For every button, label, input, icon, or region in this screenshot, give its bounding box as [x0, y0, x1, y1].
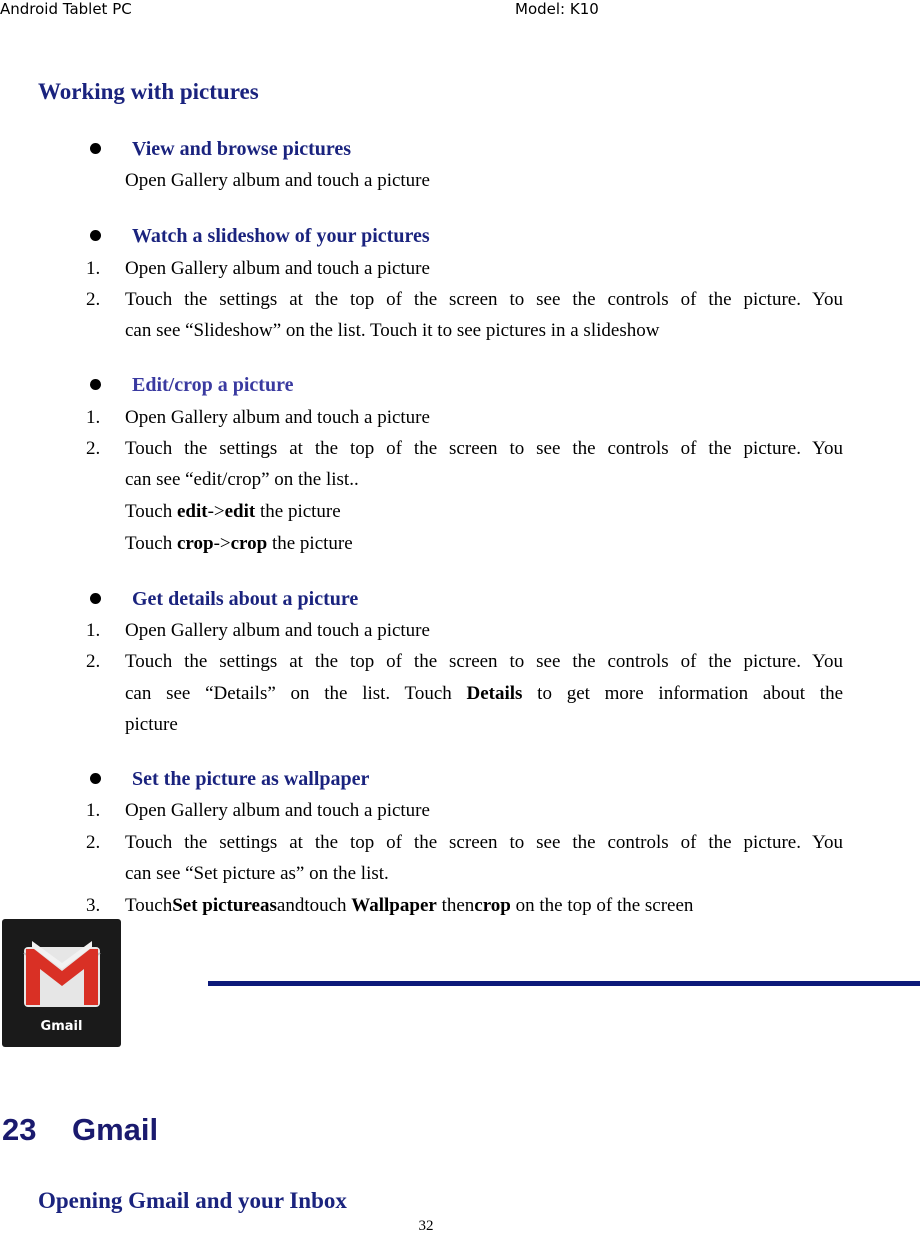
s3-wallpaper: Wallpaper [351, 895, 437, 916]
details-step-2a: Touch the settings at the top of the screen to see the controls of the picture. You [125, 651, 843, 672]
list-number: 3. [86, 895, 101, 916]
edit-step-1: Open Gallery album and touch a picture [125, 407, 430, 428]
touch-word: Touch [125, 501, 177, 522]
s3-touch: Touch [125, 895, 173, 916]
edit-touch-edit [125, 500, 341, 524]
list-number: 1. [86, 800, 101, 821]
details-step-2b [125, 682, 843, 706]
edit-step-2b: can see “edit/crop” on the list.. [125, 469, 359, 490]
chapter-title: Gmail [72, 1112, 159, 1147]
edit-touch-crop [125, 532, 353, 556]
list-number: 2. [86, 651, 101, 672]
edit-keyword: edit [224, 501, 256, 522]
chapter-heading [2, 1112, 158, 1148]
section-title-slideshow: Watch a slideshow of your pictures [132, 225, 430, 247]
crop-keyword: crop [230, 533, 268, 554]
section-title-edit: Edit/crop a picture [132, 374, 294, 396]
details-step-2c: picture [125, 714, 178, 735]
details-step-1: Open Gallery album and touch a picture [125, 620, 430, 641]
s3-and-touch: andtouch [276, 895, 352, 916]
header-right: Model: K10 [515, 0, 599, 18]
bullet-icon [90, 379, 101, 390]
crop-tail: the picture [267, 533, 353, 554]
s3-set-picture-as: Set pictureas [172, 895, 277, 916]
gmail-icon-label: Gmail [40, 1019, 83, 1034]
details-keyword: Details [466, 683, 523, 704]
wallpaper-step-1: Open Gallery album and touch a picture [125, 800, 430, 821]
bullet-icon [90, 593, 101, 604]
section-title-view: View and browse pictures [132, 138, 352, 160]
wallpaper-step-2a: Touch the settings at the top of the screen to see the controls of the picture. You [125, 832, 843, 853]
list-number: 2. [86, 832, 101, 853]
list-number: 1. [86, 258, 101, 279]
slideshow-step-2b: can see “Slideshow” on the list. Touch it to see pictures in a slideshow [125, 320, 660, 341]
slideshow-step-1: Open Gallery album and touch a picture [125, 258, 430, 279]
bullet-icon [90, 773, 101, 784]
s3-tail: on the top of the screen [510, 895, 694, 916]
gmail-envelope-icon [2, 919, 121, 1019]
s3-crop: crop [474, 895, 511, 916]
details-step-2b-post: to get more information about the [522, 683, 844, 704]
header-left: Android Tablet PC [0, 0, 132, 18]
bullet-icon [90, 143, 101, 154]
edit-tail: the picture [255, 501, 341, 522]
page-number: 32 [418, 1218, 434, 1234]
wallpaper-step-2b: can see “Set picture as” on the list. [125, 863, 389, 884]
details-step-2b-pre: can see “Details” on the list. Touch [125, 683, 467, 704]
section-heading: Opening Gmail and your Inbox [38, 1188, 347, 1213]
arrow-text: -> [207, 501, 225, 522]
section-title-details: Get details about a picture [132, 588, 359, 610]
crop-keyword: crop [176, 533, 214, 554]
bullet-icon [90, 230, 101, 241]
wallpaper-step-3 [125, 894, 693, 918]
list-number: 1. [86, 407, 101, 428]
list-number: 2. [86, 289, 101, 310]
page-title: Working with pictures [38, 79, 259, 104]
arrow-text: -> [213, 533, 231, 554]
view-line: Open Gallery album and touch a picture [125, 170, 430, 191]
list-number: 1. [86, 620, 101, 641]
edit-step-2a: Touch the settings at the top of the screen to see the controls of the picture. You [125, 438, 843, 459]
touch-word: Touch [125, 533, 177, 554]
list-number: 2. [86, 438, 101, 459]
chapter-divider [208, 981, 920, 986]
chapter-number: 23 [2, 1112, 37, 1147]
edit-keyword: edit [176, 501, 208, 522]
section-title-wallpaper: Set the picture as wallpaper [132, 768, 370, 790]
gmail-app-icon [2, 919, 121, 1047]
slideshow-step-2a: Touch the settings at the top of the screen to see the controls of the picture. You [125, 289, 843, 310]
s3-then: then [436, 895, 475, 916]
